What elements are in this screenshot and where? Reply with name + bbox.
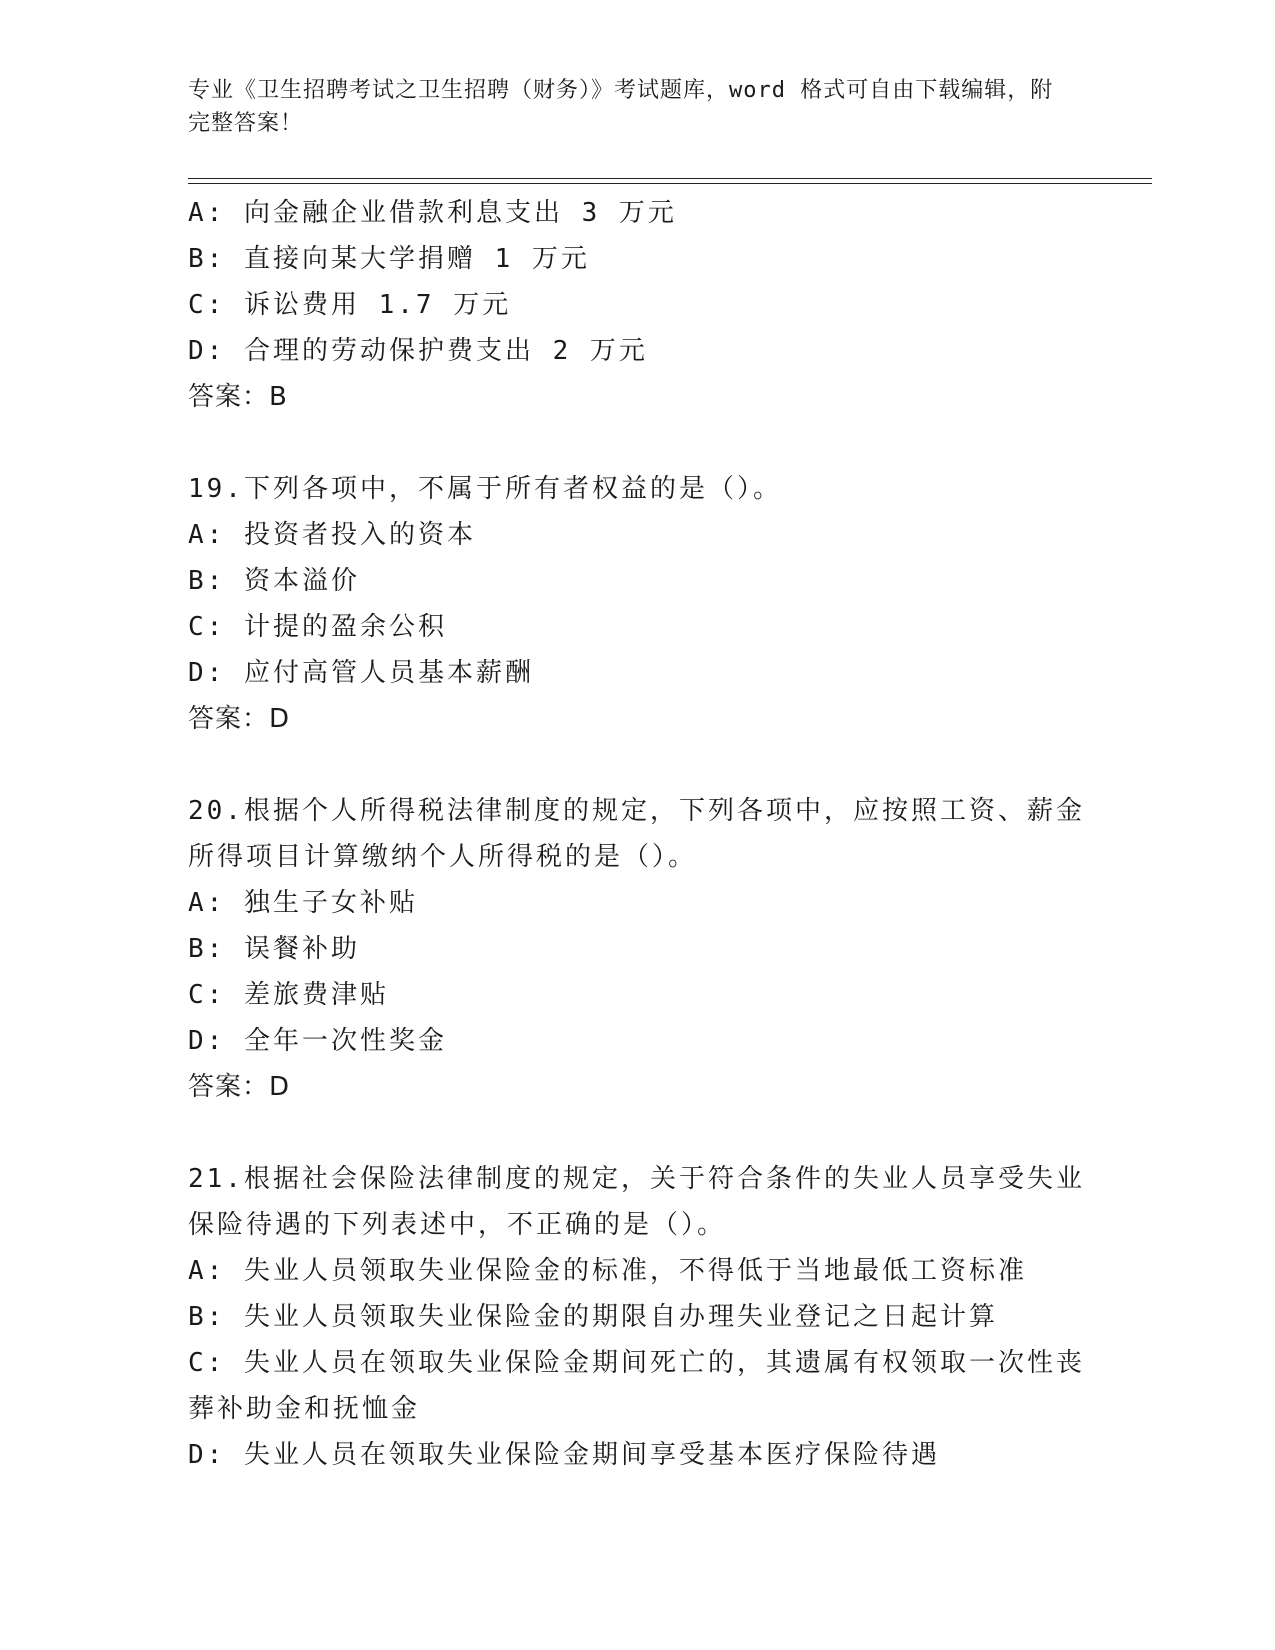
answer: 答案：D [188, 704, 291, 734]
option-c: C: 失业人员在领取失业保险金期间死亡的，其遗属有权领取一次性丧 [188, 1348, 1085, 1378]
header-divider-bottom [188, 183, 1152, 184]
option-a: A: 独生子女补贴 [188, 888, 418, 918]
question-stem-line-1: 20.根据个人所得税法律制度的规定，下列各项中，应按照工资、薪金 [188, 796, 1085, 826]
question-21 [188, 1156, 1088, 1478]
question-18 [188, 190, 1088, 420]
question-20 [188, 788, 1088, 1110]
question-19 [188, 466, 1088, 742]
question-stem-line-2: 所得项目计算缴纳个人所得税的是（）。 [188, 842, 698, 872]
option-c: C: 计提的盈余公积 [188, 612, 447, 642]
question-stem-line-2: 保险待遇的下列表述中，不正确的是（）。 [188, 1210, 727, 1240]
option-c: C: 诉讼费用 1.7 万元 [188, 290, 512, 320]
option-b: B: 直接向某大学捐赠 1 万元 [188, 244, 590, 274]
question-stem: 19.下列各项中，不属于所有者权益的是（）。 [188, 474, 782, 504]
option-d: D: 失业人员在领取失业保险金期间享受基本医疗保险待遇 [188, 1440, 940, 1470]
option-a: A: 失业人员领取失业保险金的标准，不得低于当地最低工资标准 [188, 1256, 1027, 1286]
option-c: C: 差旅费津贴 [188, 980, 389, 1010]
option-b: B: 误餐补助 [188, 934, 360, 964]
option-d: D: 全年一次性奖金 [188, 1026, 447, 1056]
question-content [188, 190, 1088, 1478]
answer: 答案：B [188, 382, 288, 412]
answer: 答案：D [188, 1072, 291, 1102]
document-header: 专业《卫生招聘考试之卫生招聘（财务）》考试题库，word 格式可自由下载编辑，附完整答案！ [188, 78, 1054, 136]
option-a: A: 向金融企业借款利息支出 3 万元 [188, 198, 677, 228]
header-divider-top [188, 178, 1152, 179]
option-d: D: 合理的劳动保护费支出 2 万元 [188, 336, 648, 366]
option-a: A: 投资者投入的资本 [188, 520, 476, 550]
option-c-continued: 葬补助金和抚恤金 [188, 1394, 421, 1424]
option-b: B: 失业人员领取失业保险金的期限自办理失业登记之日起计算 [188, 1302, 998, 1332]
question-stem-line-1: 21.根据社会保险法律制度的规定，关于符合条件的失业人员享受失业 [188, 1164, 1085, 1194]
option-b: B: 资本溢价 [188, 566, 360, 596]
option-d: D: 应付高管人员基本薪酬 [188, 658, 534, 688]
